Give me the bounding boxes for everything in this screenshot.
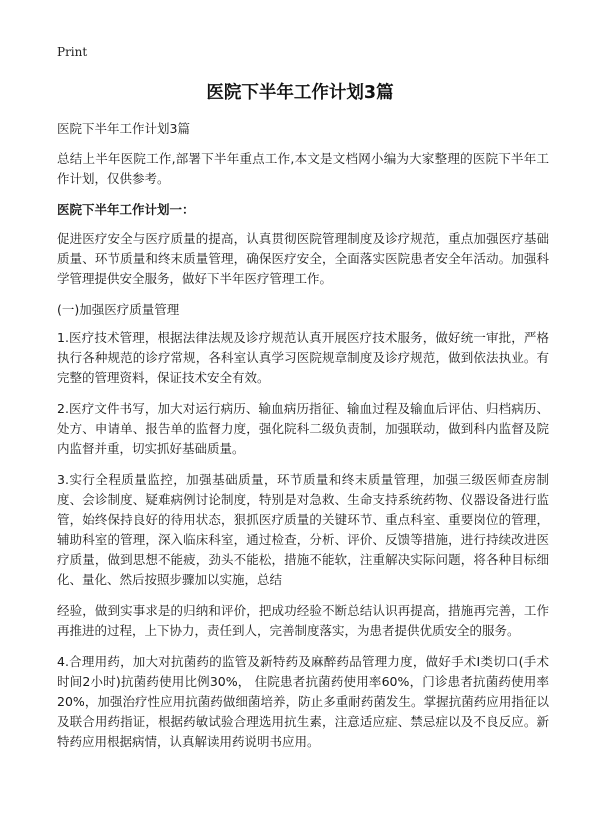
item-technical-management: 1.医疗技术管理，根据法律法规及诊疗规范认真开展医疗技术服务，做好统一审批，严格执行各种规范的诊疗常规，各科室认真学习医院规章制度及诊疗规范，做到依法执业。有完整的管理资料，保证技术安全有效。 [57,330,549,385]
item-quality-monitoring-continued: 经验，做到实事求是的归纳和评价，把成功经验不断总结认识再提高，措施再完善，工作再推进的过程，上下协力，责任到人，完善制度落实，为患者提供优质安全的服务。 [57,603,549,638]
print-link[interactable]: Print [57,45,88,59]
document-body [57,119,549,763]
subheading-quality-management: (一)加强医疗质量管理 [57,302,180,317]
section-intro-paragraph: 促进医疗安全与医疗质量的提高，认真贯彻医院管理制度及诊疗规范，重点加强医疗基础质量、环节质量和终末质量管理，确保医疗安全，全面落实医院患者安全年活动。加强科学管理提供安全服务，做好下半年医疗管理工作。 [57,231,549,286]
intro-paragraph: 总结上半年医院工作,部署下半年重点工作,本文是文档网小编为大家整理的医院下半年工作计划，仅供参考。 [57,151,549,186]
item-quality-monitoring: 3.实行全程质量监控，加强基础质量，环节质量和终末质量管理，加强三级医师查房制度、会诊制度、疑难病例讨论制度，特别是对急救、生命支持系统药物、仪器设备进行监管，始终保持良好的待用状态，狠抓医疗质量的关键环节、重点科室、重要岗位的管理，辅助科室的管理，深入临床科室，通过检查，分析、评价、反馈等措施，进行持续改进医疗质量，做到思想不能疲，劲头不能松，措施不能软，注重解决实际问题，将各种目标细化、量化、然后按照步骤加以实施，总结 [57,472,549,587]
page-title: 医院下半年工作计划3篇 [206,83,394,103]
item-rational-drug-use: 4.合理用药，加大对抗菌药的监管及新特药及麻醉药品管理力度，做好手术I类切口(手术时间2小时)抗菌药使用比例30%， 住院患者抗菌药使用率60%，门诊患者抗菌药使用率20%，加强治疗性应用抗菌药做细菌培养，防止多重耐药菌发生。掌握抗菌药应用指征以及联合用药指证，根据药敏试验合理选用抗生素，注意适应症、禁忌症以及不良反应。新特药应用根据病情，认真解读用药说明书应用。 [57,654,549,749]
document-subtitle: 医院下半年工作计划3篇 [57,121,190,136]
item-medical-records: 2.医疗文件书写，加大对运行病历、输血病历指征、输血过程及输血后评估、归档病历、处方、申请单、报告单的监督力度，强化院科二级负责制，加强联动，做到科内监督及院内监督并重，切实抓好基础质量。 [57,401,549,456]
section-heading: 医院下半年工作计划一： [57,202,195,217]
